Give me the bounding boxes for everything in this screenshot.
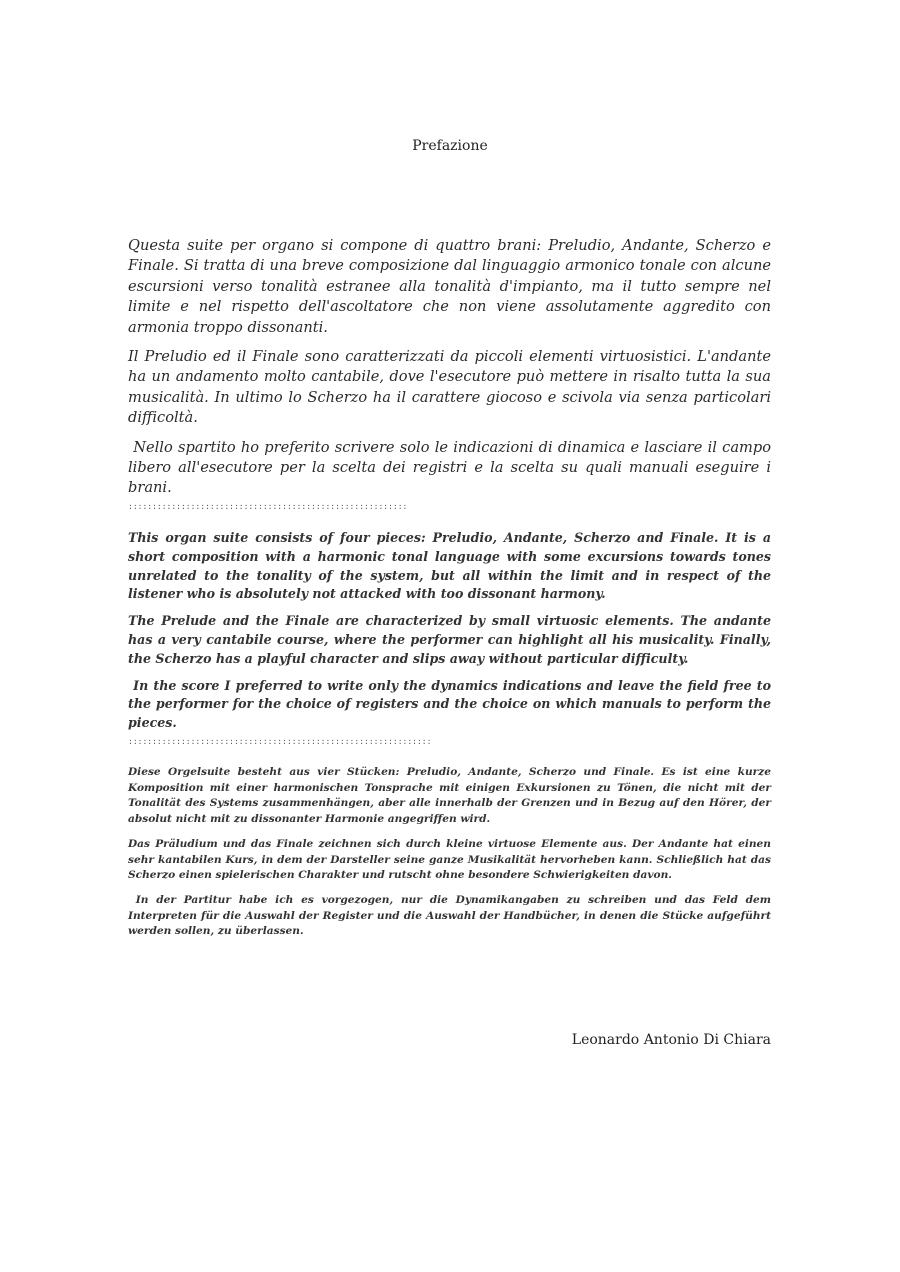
english-paragraph-1: This organ suite consists of four pieces: Preludio, Andante, Scherzo and Finale. It is a short composition with a harmonic tonal language with some excursions towards tones unrelated to the tonality of the system, but all within the limit and in respect of the listener who is absolutely not attacked with too dissonant harmony. bbox=[128, 530, 771, 602]
german-paragraph-1: Diese Orgelsuite besteht aus vier Stücken: Preludio, Andante, Scherzo und Finale. Es ist eine kurze Komposition mit einer harmonischen Tonsprache mit einigen Exkursionen zu Tönen, die nicht mit der Tonalität des Systems zusammenhängen, aber alle innerhalb der Grenzen und in Bezug auf den Hörer, der absolut nicht mit zu dissonanter Harmonie angegriffen wird. bbox=[128, 766, 771, 826]
separator-1: :::::::::::::::::::::::::::::::::::::::::::::::::::::::::: bbox=[128, 502, 408, 511]
german-paragraph-3: In der Partitur habe ich es vorgezogen, nur die Dynamikangaben zu schreiben und das Feld dem Interpreten für die Auswahl der Register und die Auswahl der Handbücher, in denen die Stücke aufgeführt werden sollen, zu überlassen. bbox=[128, 893, 771, 938]
english-paragraph-2: The Prelude and the Finale are characterized by small virtuosic elements. The andante has a very cantabile course, where the performer can highlight all his musicality. Finally, the Scherzo has a playful character and slips away without particular difficulty. bbox=[128, 613, 771, 666]
german-section bbox=[128, 765, 771, 940]
italian-section bbox=[128, 236, 771, 499]
italian-paragraph-1: Questa suite per organo si compone di quattro brani: Preludio, Andante, Scherzo e Finale. Si tratta di una breve composizione dal linguaggio armonico tonale con alcune escursioni verso tonalità estranee alla tonalità d'impianto, ma il tutto sempre nel limite e nel rispetto dell'ascoltatore che non viene assolutamente aggredito con armonia troppo dissonanti. bbox=[128, 237, 771, 336]
page-title: Prefazione bbox=[412, 138, 488, 154]
english-paragraph-3: In the score I preferred to write only the dynamics indications and leave the field free to the performer for the choice of registers and the choice on which manuals to perform the pieces. bbox=[128, 677, 771, 731]
german-paragraph-2: Das Präludium und das Finale zeichnen sich durch kleine virtuose Elemente aus. Der Andante hat einen sehr kantabilen Kurs, in dem der Darsteller seine ganze Musikalität hervorheben kann. Schließlich hat das Scherzo einen spielerischen Charakter und rutscht ohne besondere Schwierigkeiten davon. bbox=[128, 837, 771, 882]
english-section bbox=[128, 529, 771, 733]
separator-2: ::::::::::::::::::::::::::::::::::::::::::::::::::::::::::::::: bbox=[128, 737, 432, 746]
author-signature: Leonardo Antonio Di Chiara bbox=[571, 1032, 771, 1048]
italian-paragraph-2: Il Preludio ed il Finale sono caratterizzati da piccoli elementi virtuosistici. L'andante ha un andamento molto cantabile, dove l'esecutore può mettere in risalto tutta la sua musicalità. In ultimo lo Scherzo ha il carattere giocoso e scivola via senza particolari difficoltà. bbox=[128, 348, 771, 427]
italian-paragraph-3: Nello spartito ho preferito scrivere solo le indicazioni di dinamica e lasciare il campo libero all'esecutore per la scelta dei registri e la scelta su quali manuali eseguire i brani. bbox=[128, 438, 771, 497]
